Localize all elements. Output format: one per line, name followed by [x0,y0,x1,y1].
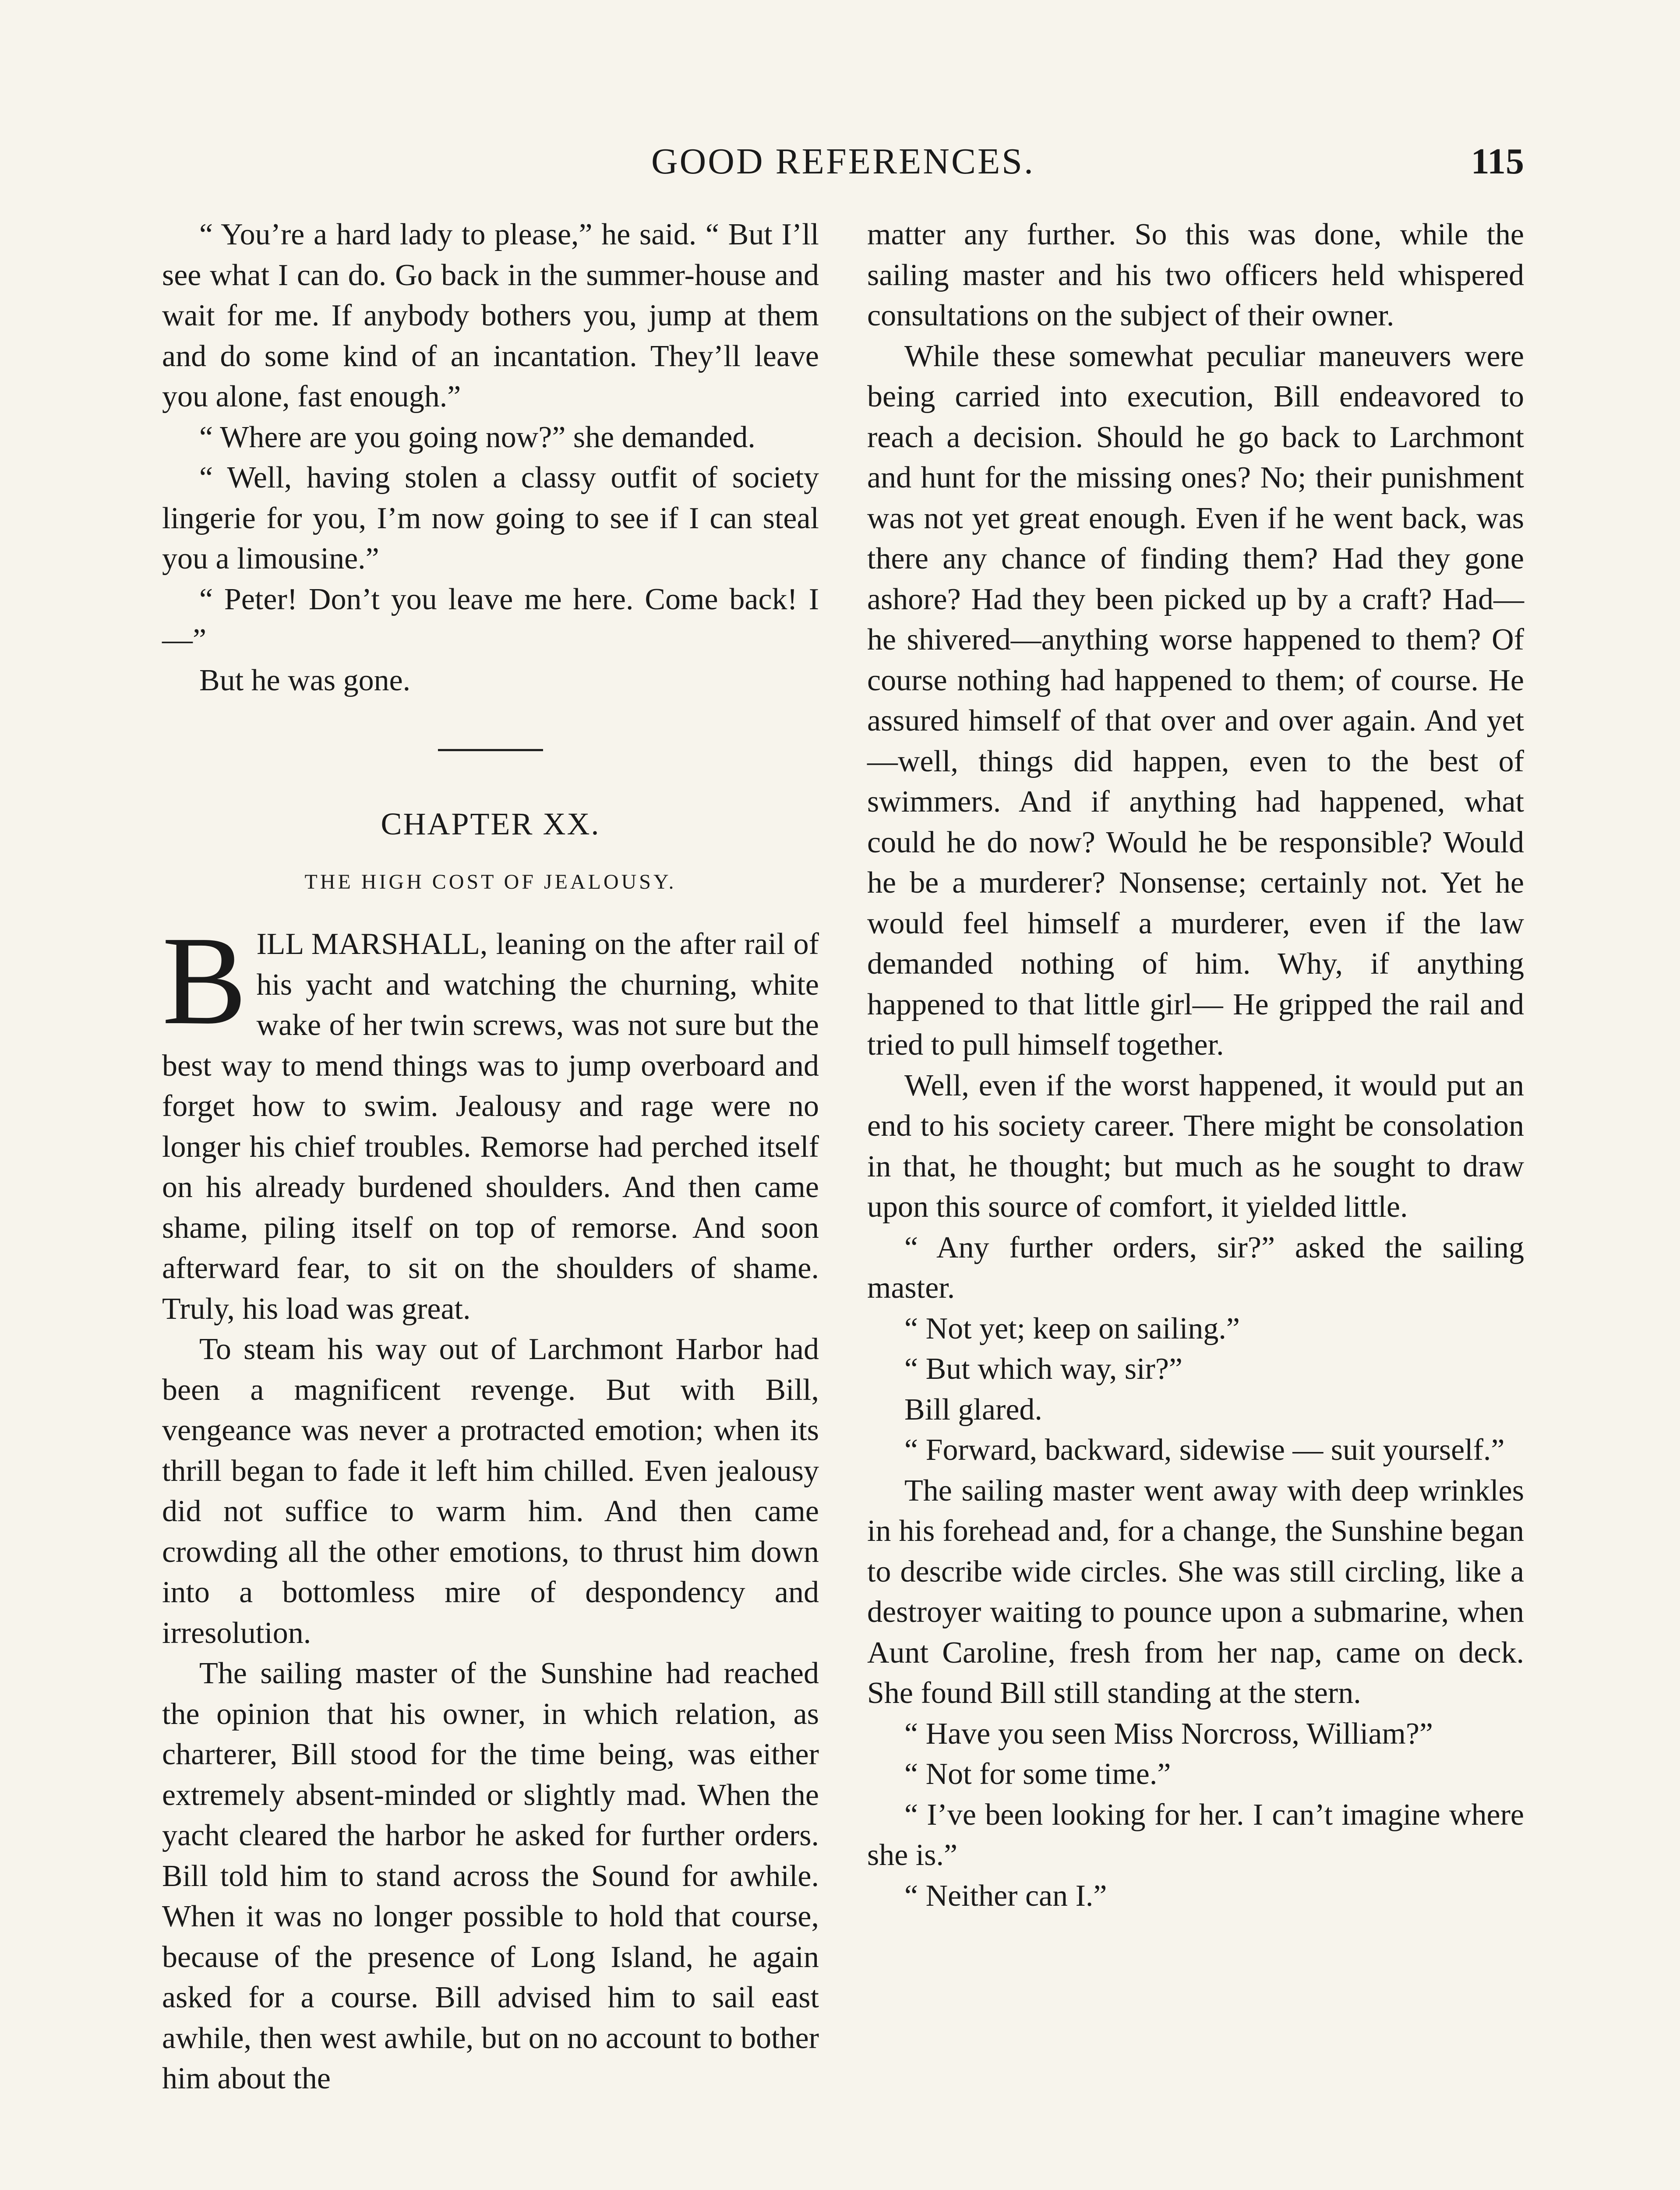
drop-cap: B [162,910,247,1051]
paragraph: To steam his way out of Larchmont Harbor had been a magnificent revenge. But with Bill, vengeance was never a protracted emotion; when its thrill began to fade it left him chilled. Even jealousy did not suffice to warm him. And then came crowding all the other emotions, to thrust him down into a bottomless mire of despondency and irresolution. [162,1332,819,1650]
paragraph: “ Have you seen Miss Norcross, William?” [904,1717,1433,1751]
paragraph: “ I’ve been looking for her. I can’t imagine where she is.” [867,1798,1524,1872]
paragraph: While these somewhat peculiar maneuvers were being carried into execution, Bill endeavored to reach a decision. Should he go back to Larchmont and hunt for the missing ones? No; their punishment was not yet great enough. Even if he went back, was there any chance of finding them? Had they gone ashore? Had they been picked up by a craft? Had—he shivered—anything worse happened to them? Of course nothing had happened to them; of course. He assured himself of that over and over again. And yet—well, things did happen, even to the best of swimmers. And if anything had happened, what could he do now? Would he be responsible? Would he be a murderer? Nonsense; certainly not. Yet he would feel himself a murderer, even if the law demanded nothing of him. Why, if anything happened to that little girl— He gripped the rail and tried to pull himself together. [867,339,1524,1062]
running-head [162,127,1524,206]
chapter-title: CHAPTER XX. [381,806,600,841]
text-columns [162,215,1524,2099]
paragraph: “ Not for some time.” [904,1757,1171,1791]
page-number: 115 [1471,141,1524,182]
paragraph: The sailing master went away with deep wrinkles in his forehead and, for a change, the Sunshine began to describe wide circles. She was still circling, like a destroyer waiting to pounce upon a submarine, when Aunt Caroline, fresh from her nap, came on deck. She found Bill still standing at the stern. [867,1473,1524,1710]
paragraph: “ Peter! Don’t you leave me here. Come back! I—” [162,582,819,657]
running-title: GOOD REFERENCES. [651,141,1035,182]
book-page [162,127,1524,2190]
paragraph: But he was gone. [199,663,411,697]
paragraph-text: ILL MARSHALL, leaning on the after rail of his yacht and watching the churning, white wake of her twin screws, was not sure but the best way to mend things was to jump overboard and forget how to swim. Jealousy and rage were no longer his chief troubles. Remorse had perched itself on his already burdened shoulders. And then came shame, piling itself on top of remorse. And soon afterward fear, to sit on the shoulders of shame. Truly, his load was great. [162,927,819,1326]
section-divider [438,749,543,751]
paragraph: “ Well, having stolen a classy outfit of society lingerie for you, I’m now going to see if I can steal you a limousine.” [162,461,819,576]
paragraph: “ Any further orders, sir?” asked the sailing master. [867,1230,1524,1305]
right-column [867,215,1524,2099]
paragraph: The sailing master of the Sunshine had reached the opinion that his owner, in which relation, as charterer, Bill stood for the time being, was either extremely absent-minded or slightly mad. When the yacht cleared the harbor he asked for further orders. Bill told him to stand across the Sound for awhile. When it was no longer possible to hold that course, because of the presence of Long Island, he again asked for a course. Bill advised him to sail east awhile, then west awhile, but on no account to bother him about the [162,1657,819,2095]
left-column [162,215,819,2099]
paragraph: “ Forward, backward, sidewise — suit yourself.” [904,1433,1505,1467]
paragraph: “ You’re a hard lady to please,” he said. “ But I’ll see what I can do. Go back in the summer-house and wait for me. If anybody bothers you, jump at them and do some kind of an incantation. They’ll leave you alone, fast enough.” [162,218,819,413]
paragraph: “ Not yet; keep on sailing.” [904,1311,1240,1346]
paragraph: “ But which way, sir?” [904,1352,1182,1386]
chapter-opening-paragraph [162,910,819,1329]
chapter-subtitle: THE HIGH COST OF JEALOUSY. [304,870,677,894]
paragraph: Bill glared. [904,1392,1042,1427]
paragraph: “ Neither can I.” [904,1879,1107,1913]
paragraph: Well, even if the worst happened, it would put an end to his society career. There might be consolation in that, he thought; but much as he sought to draw upon this source of comfort, it yielded little. [867,1068,1524,1224]
paragraph: “ Where are you going now?” she demanded. [199,420,755,454]
paragraph-continued: matter any further. So this was done, while the sailing master and his two officers held whispered consultations on the subject of their owner. [867,218,1524,332]
